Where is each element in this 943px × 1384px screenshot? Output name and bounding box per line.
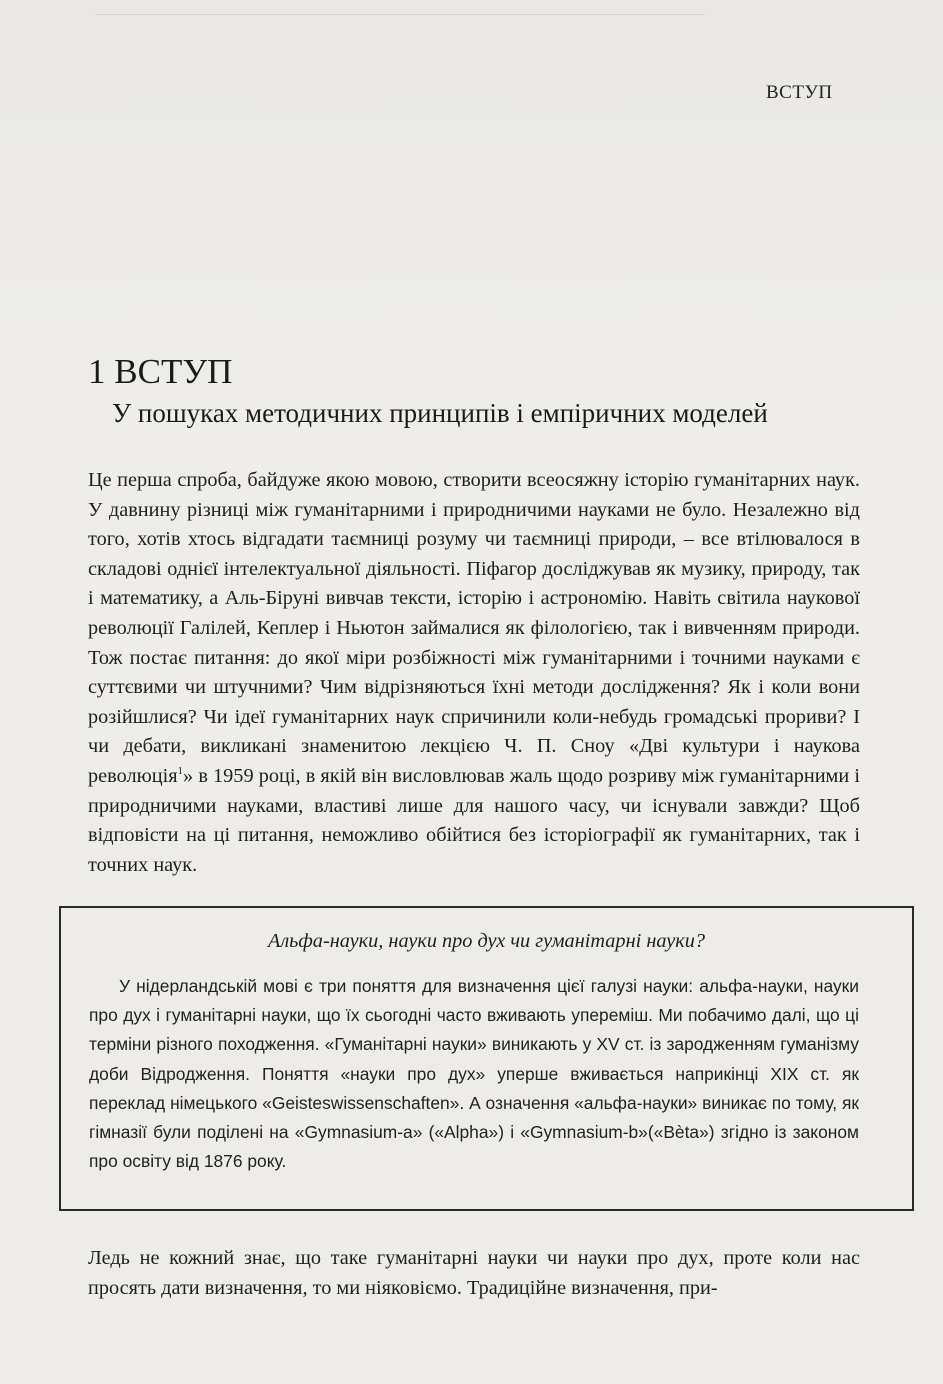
sidebar-box-title: Альфа-науки, науки про дух чи гуманітарні науки? [267,930,706,952]
chapter-title: 1 ВСТУП [88,352,233,391]
body-paragraph-1 [88,466,860,880]
page-top-edge [95,0,705,15]
body-paragraph-2: Ледь не кожний знає, що таке гуманітарні науки чи науки про дух, проте коли нас просять дати визначення, то ми ніяковіємо. Традиційне визначення, при- [88,1247,860,1299]
chapter-subtitle: У пошуках методичних принципів і емпіричних моделей [112,398,768,428]
running-head: ВСТУП [766,82,833,103]
paragraph-text: Це перша спроба, байдуже якою мовою, створити всеосяжну історію гуманітарних наук. У давнину різниці між гуманітарними і природничими науками не було. Незалежно від того, хотів хтось відгадати таємниці розуму чи таємниці природи, – все втілювалося в складові однієї інтелектуальної діяльності. Піфагор досліджував як музику, природу, так і математику, а Аль-Біруні вивчав тексти, історію і астрономію. Навіть світила наукової революції Галілей, Кеплер і Ньютон займалися як філологією, так і вивченням природи. Тож постає питання: до якої міри розбіжності між гуманітарними і точними науками є суттєвими чи штучними? Чим відрізняються їхні методи дослідження? Як і коли вони розійшлися? Чи ідеї гуманітарних наук спричинили коли-небудь громадські прориви? І чи дебати, викликані знаменитою лекцією Ч. П. Сноу «Дві культури і наукова революція [88,469,860,787]
paragraph-text-continued: » в 1959 році, в якій він висловлював жаль щодо розриву між гуманітарними і природничими науками, властиві лише для нашого часу, чи існували завжди? Щоб відповісти на ці питання, неможливо обійтися без історіографії як гуманітарних, так і точних наук. [88,764,860,876]
sidebar-box-text: У нідерландській мові є три поняття для визначення цієї галузі науки: альфа-науки, науки про дух і гуманітарні науки, що їх сьогодні часто вживають упереміш. Ми побачимо далі, що ці терміни різного походження. «Гуманітарні науки» виникають у XV ст. із зародженням гуманізму доби Відродження. Поняття «науки про дух» уперше вживається наприкінці XIX ст. як переклад німецького «Geisteswissenschaften». А означення «альфа-науки» виникає по тому, як гімназії були поділені на «Gymnasium-a» («Alpha») і «Gymnasium-b»(«Bèta») згідно із законом про освіту від 1876 року. [89,976,859,1172]
sidebar-box [59,906,914,1211]
footnote-marker[interactable]: 1 [177,765,184,778]
